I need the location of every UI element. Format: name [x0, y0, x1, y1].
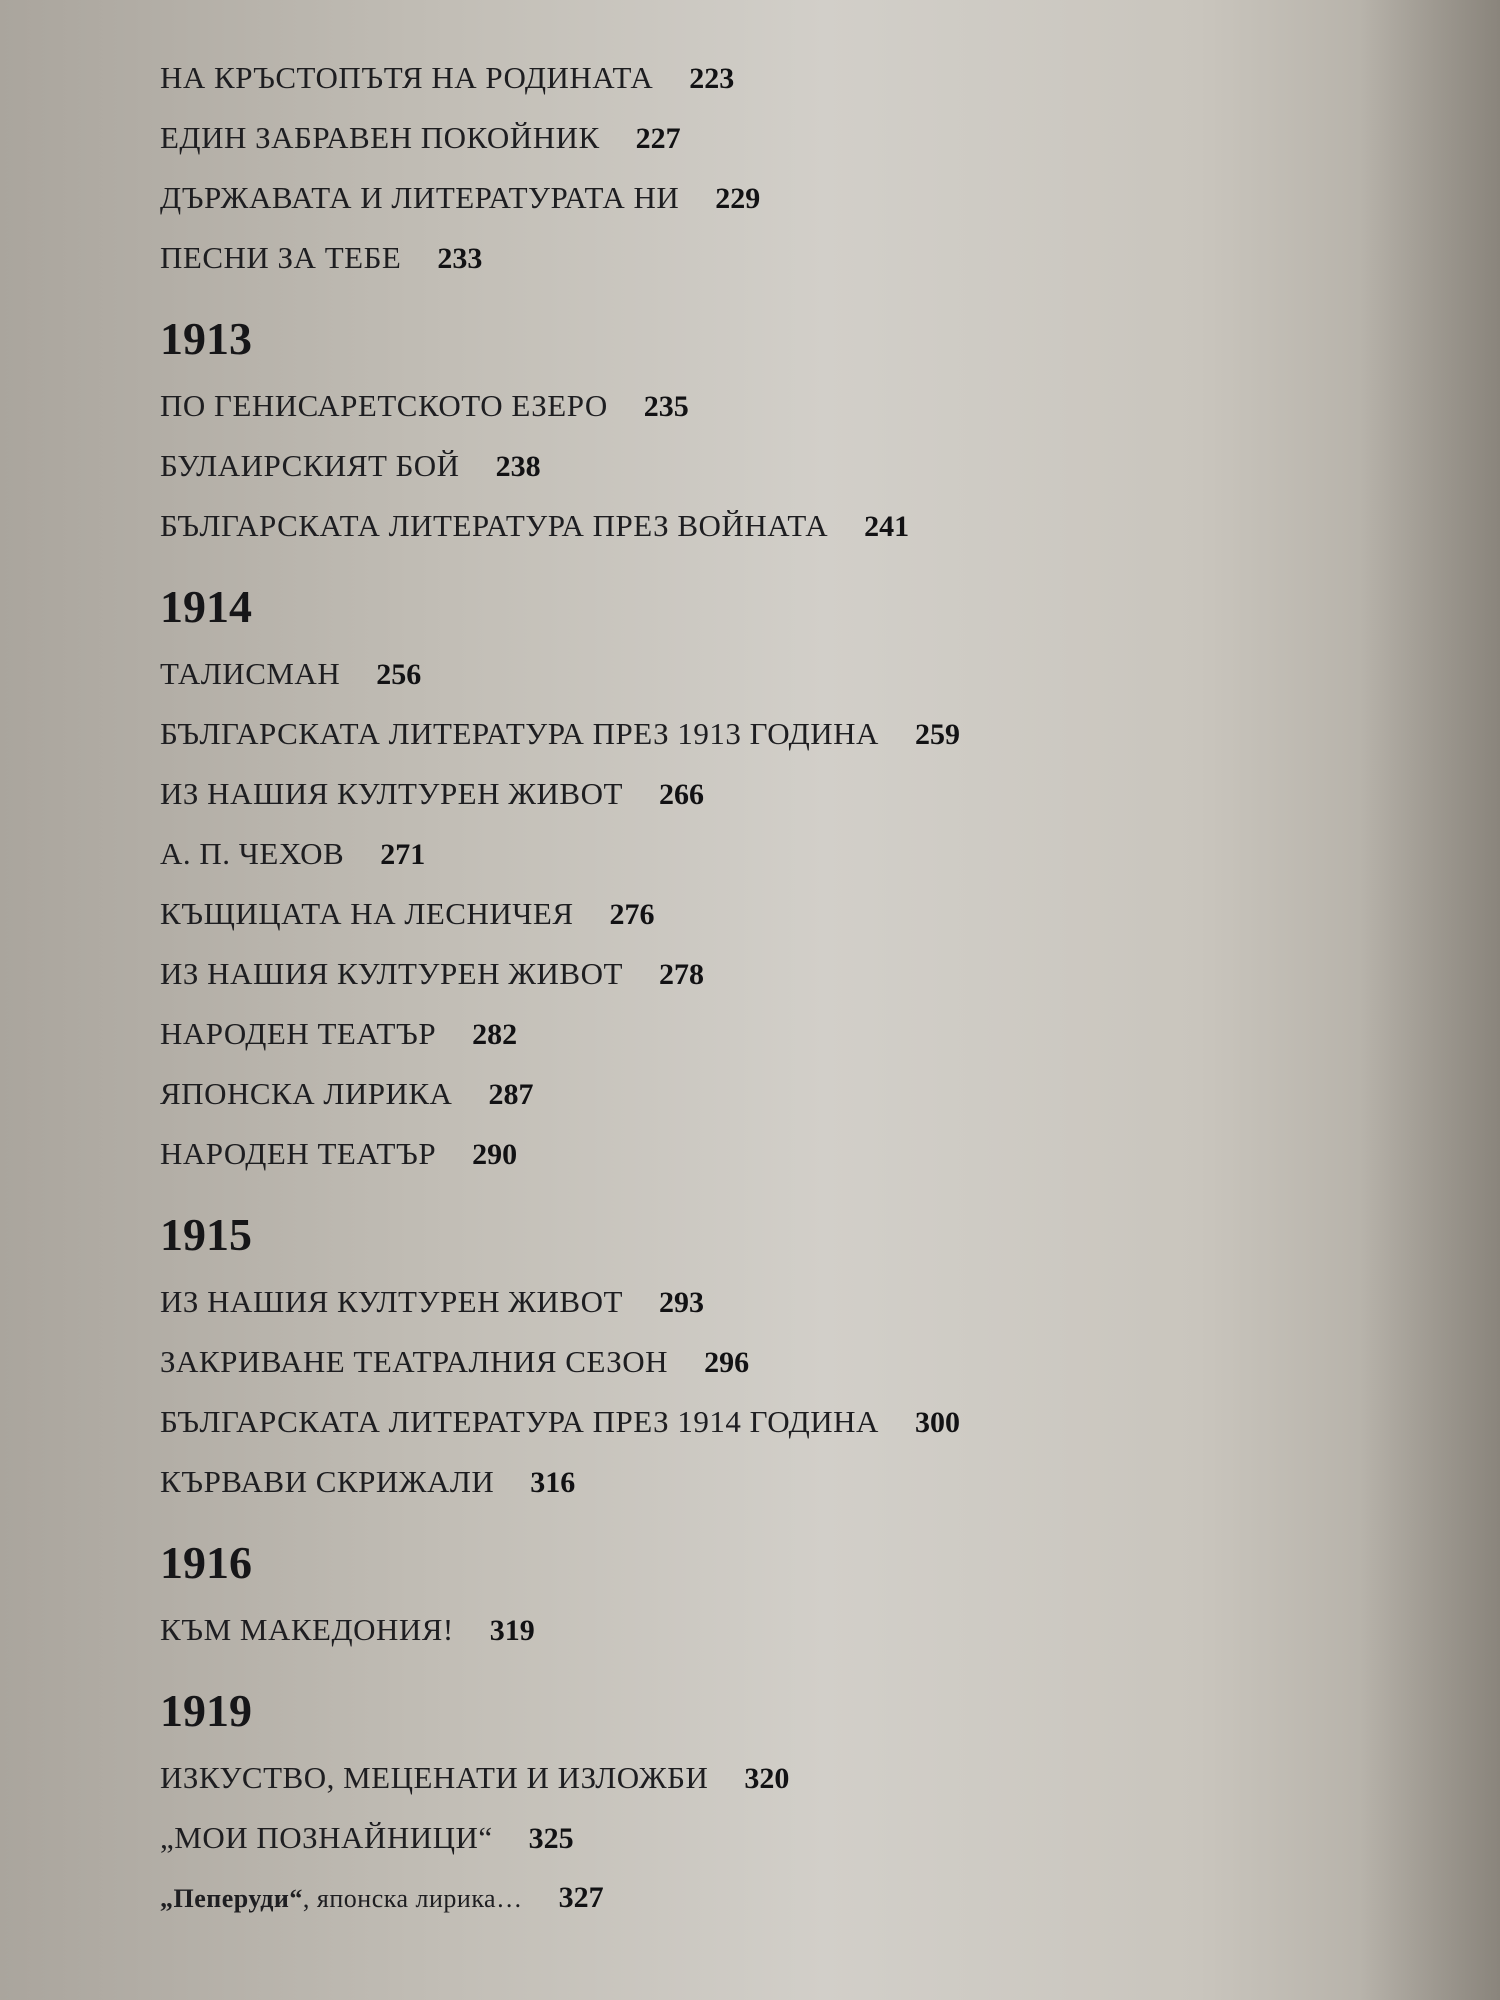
section-year-heading: 1914	[160, 581, 252, 632]
toc-entry-page: 287	[488, 1078, 534, 1111]
toc-entry-page: 296	[704, 1346, 750, 1379]
page-edge-shadow	[1360, 0, 1500, 2000]
toc-entry	[160, 1452, 1140, 1512]
toc-entry-page: 325	[528, 1822, 574, 1855]
toc-entry	[160, 1004, 1140, 1064]
toc-entry-title: ЗАКРИВАНЕ ТЕАТРАЛНИЯ СЕЗОН	[160, 1344, 669, 1379]
toc-entry-page: 227	[635, 122, 681, 155]
toc-entry	[160, 1868, 1140, 1928]
toc-entry-title: ЯПОНСКА ЛИРИКА	[160, 1076, 453, 1111]
toc-entry-title: НАРОДЕН ТЕАТЪР	[160, 1016, 437, 1051]
section-year-heading: 1919	[160, 1685, 252, 1736]
toc-entry-title: ПЕСНИ ЗА ТЕБЕ	[160, 240, 402, 275]
toc-entry	[160, 228, 1140, 288]
toc-entry-title: КЪМ МАКЕДОНИЯ!	[160, 1612, 454, 1647]
toc-entry-title: КЪЩИЦАТА НА ЛЕСНИЧЕЯ	[160, 896, 574, 931]
toc-section-1916	[160, 1532, 1140, 1660]
toc-entry	[160, 376, 1140, 436]
toc-entry-title: НАРОДЕН ТЕАТЪР	[160, 1136, 437, 1171]
toc-entry-title-bold: „Пеперуди“	[160, 1884, 303, 1913]
toc-entry-page: 271	[380, 838, 426, 871]
toc-entry-page: 233	[437, 242, 483, 275]
toc-entry	[160, 1272, 1140, 1332]
toc-entry-title: „МОИ ПОЗНАЙНИЦИ“	[160, 1820, 493, 1855]
toc-entry	[160, 1392, 1140, 1452]
toc-entry	[160, 1332, 1140, 1392]
toc-section-continued	[160, 48, 1140, 288]
toc-entry	[160, 644, 1140, 704]
toc-entry	[160, 1748, 1140, 1808]
toc-entry	[160, 1808, 1140, 1868]
toc-entry	[160, 1600, 1140, 1660]
toc-entry-title: БЪЛГАРСКАТА ЛИТЕРАТУРА ПРЕЗ 1913 ГОДИНА	[160, 716, 879, 751]
toc-entry	[160, 436, 1140, 496]
toc-entry	[160, 108, 1140, 168]
toc-entry-page: 235	[643, 390, 689, 423]
toc-entry	[160, 704, 1140, 764]
section-year-heading: 1913	[160, 313, 252, 364]
toc-entry-page: 238	[495, 450, 541, 483]
toc-entry-page: 320	[744, 1762, 790, 1795]
toc-entry-title: БЪЛГАРСКАТА ЛИТЕРАТУРА ПРЕЗ ВОЙНАТА	[160, 508, 829, 543]
toc-entry-title: БЪЛГАРСКАТА ЛИТЕРАТУРА ПРЕЗ 1914 ГОДИНА	[160, 1404, 879, 1439]
toc-entry-title: А. П. ЧЕХОВ	[160, 836, 345, 871]
toc-entry-title: ЕДИН ЗАБРАВЕН ПОКОЙНИК	[160, 120, 600, 155]
toc-entry-title: ИЗ НАШИЯ КУЛТУРЕН ЖИВОТ	[160, 956, 623, 991]
toc-entry-title-rest: , японска лирика…	[302, 1884, 523, 1913]
table-of-contents	[160, 48, 1140, 1928]
toc-entry-page: 290	[472, 1138, 518, 1171]
section-year-heading: 1916	[160, 1537, 252, 1588]
toc-entry-title: НА КРЪСТОПЪТЯ НА РОДИНАТА	[160, 60, 654, 95]
toc-entry-title: ИЗКУСТВО, МЕЦЕНАТИ И ИЗЛОЖБИ	[160, 1760, 709, 1795]
toc-entry-title: ПО ГЕНИСАРЕТСКОТО ЕЗЕРО	[160, 388, 608, 423]
toc-entry-page: 266	[658, 778, 704, 811]
toc-entry-title: ИЗ НАШИЯ КУЛТУРЕН ЖИВОТ	[160, 776, 623, 811]
toc-entry-title: ДЪРЖАВАТА И ЛИТЕРАТУРАТА НИ	[160, 180, 680, 215]
toc-entry	[160, 168, 1140, 228]
toc-entry-title: БУЛАИРСКИЯТ БОЙ	[160, 448, 460, 483]
toc-entry-page: 223	[689, 62, 735, 95]
toc-section-1919	[160, 1680, 1140, 1928]
toc-section-1913	[160, 308, 1140, 556]
toc-entry-page: 278	[658, 958, 704, 991]
toc-entry	[160, 1124, 1140, 1184]
toc-entry-page: 327	[558, 1881, 604, 1914]
toc-entry	[160, 824, 1140, 884]
toc-entry-page: 319	[489, 1614, 535, 1647]
toc-entry-title	[160, 1869, 523, 1929]
toc-entry	[160, 496, 1140, 556]
toc-entry	[160, 48, 1140, 108]
section-year-heading: 1915	[160, 1209, 252, 1260]
toc-entry-page: 293	[658, 1286, 704, 1319]
toc-entry-page: 300	[914, 1406, 960, 1439]
toc-entry	[160, 764, 1140, 824]
toc-entry-title: ИЗ НАШИЯ КУЛТУРЕН ЖИВОТ	[160, 1284, 623, 1319]
toc-entry-page: 316	[530, 1466, 576, 1499]
toc-entry-page: 256	[376, 658, 422, 691]
toc-entry-page: 259	[914, 718, 960, 751]
toc-entry	[160, 1064, 1140, 1124]
toc-section-1914	[160, 576, 1140, 1184]
toc-entry	[160, 944, 1140, 1004]
toc-section-1915	[160, 1204, 1140, 1512]
toc-entry-title: КЪРВАВИ СКРИЖАЛИ	[160, 1464, 495, 1499]
toc-entry-title: ТАЛИСМАН	[160, 656, 341, 691]
toc-entry-page: 241	[864, 510, 910, 543]
toc-entry-page: 282	[472, 1018, 518, 1051]
toc-entry	[160, 884, 1140, 944]
toc-entry-page: 276	[609, 898, 655, 931]
toc-entry-page: 229	[715, 182, 761, 215]
